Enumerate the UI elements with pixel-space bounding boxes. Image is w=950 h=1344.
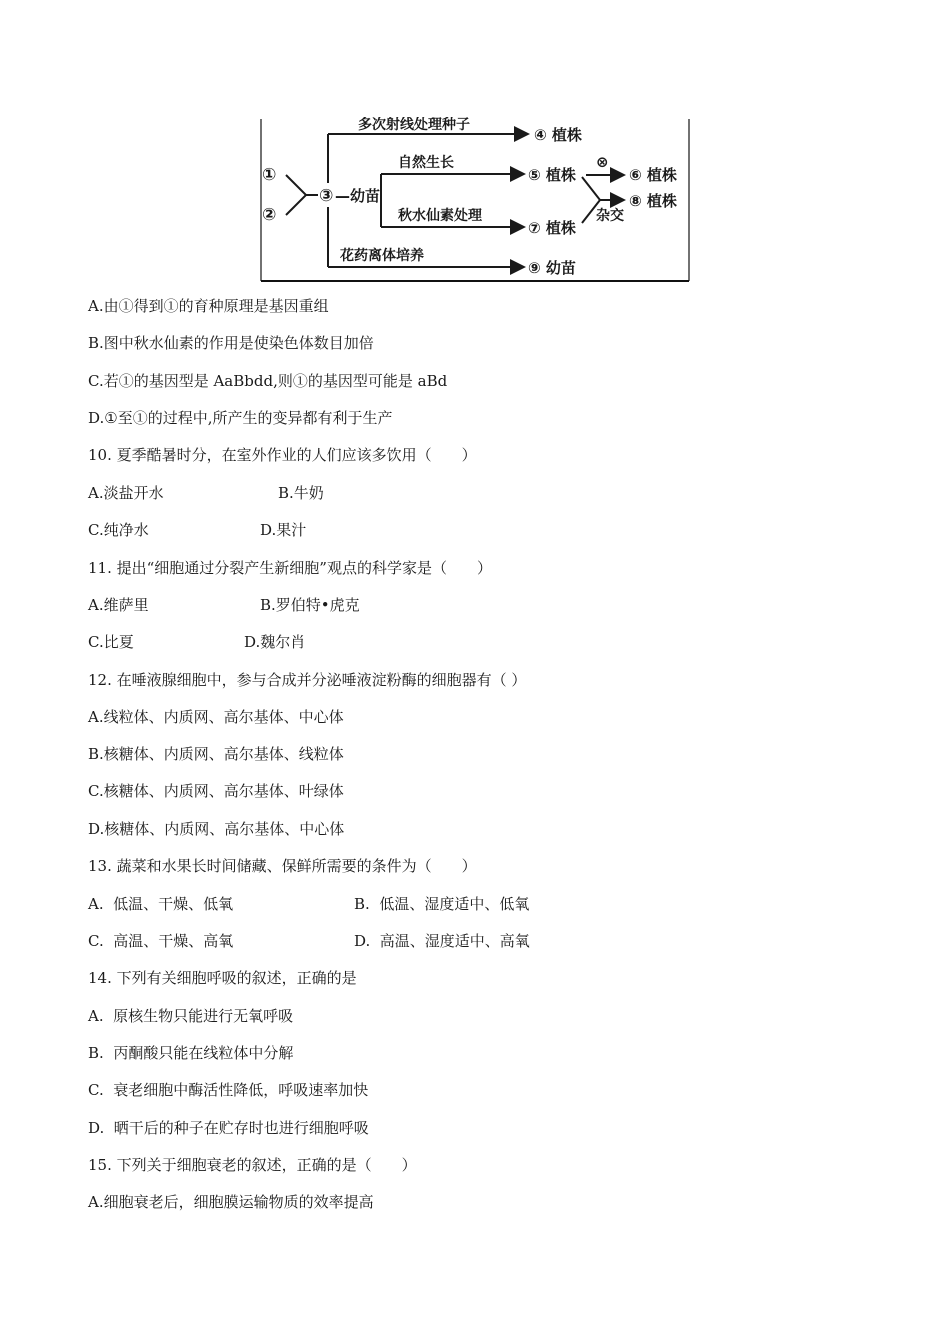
label-2: ② <box>262 205 277 225</box>
self-cross-symbol: ⊗ <box>596 153 609 171</box>
q10-option-c: C.纯净水 <box>88 521 149 539</box>
q9-option-a: A.由①得到①的育种原理是基因重组 <box>88 297 329 315</box>
q9-option-d: D.①至①的过程中,所产生的变异都有利于生产 <box>88 409 393 427</box>
q11-option-a: A.维萨里 <box>88 596 149 614</box>
q12-option-a: A.线粒体、内质网、高尔基体、中心体 <box>88 708 344 726</box>
q12-stem: 12. 在唾液腺细胞中，参与合成并分泌唾液淀粉酶的细胞器有（ ） <box>88 671 527 689</box>
q11-option-d: D.魏尔肖 <box>244 633 306 651</box>
q14-option-b: B. 丙酮酸只能在线粒体中分解 <box>88 1044 294 1062</box>
seedling-label: —幼苗 <box>335 187 381 205</box>
q9-option-c: C.若①的基因型是 AaBbdd,则①的基因型可能是 aBd <box>88 372 448 390</box>
q12-option-b: B.核糖体、内质网、高尔基体、线粒体 <box>88 745 344 763</box>
q11-option-b: B.罗伯特•虎克 <box>260 596 360 614</box>
q14-stem: 14. 下列有关细胞呼吸的叙述，正确的是 <box>88 969 357 987</box>
q15-stem: 15. 下列关于细胞衰老的叙述，正确的是（ ） <box>88 1156 417 1174</box>
result-plant-6: ⑥ 植株 <box>629 166 677 184</box>
result-plant-5: ⑤ 植株 <box>528 166 576 184</box>
q11-option-c: C.比夏 <box>88 633 134 651</box>
q11-stem: 11. 提出“细胞通过分裂产生新细胞”观点的科学家是（ ） <box>88 559 492 577</box>
q13-option-c: C. 高温、干燥、高氧 <box>88 932 234 950</box>
q13-stem: 13. 蔬菜和水果长时间储藏、保鲜所需要的条件为（ ） <box>88 857 477 875</box>
q13-option-b: B. 低温、湿度适中、低氧 <box>354 895 530 913</box>
q13-option-a: A. 低温、干燥、低氧 <box>88 895 234 913</box>
q13-option-d: D. 高温、湿度适中、高氧 <box>354 932 530 950</box>
breeding-flowchart <box>260 117 690 283</box>
q10-option-b: B.牛奶 <box>278 484 324 502</box>
breeding-diagram <box>260 117 690 283</box>
q14-option-c: C. 衰老细胞中酶活性降低，呼吸速率加快 <box>88 1081 369 1099</box>
branch-radiation-label: 多次射线处理种子 <box>358 117 470 133</box>
q12-option-d: D.核糖体、内质网、高尔基体、中心体 <box>88 820 345 838</box>
q14-option-a: A. 原核生物只能进行无氧呼吸 <box>88 1007 294 1025</box>
branch-colchicine-label: 秋水仙素处理 <box>398 208 482 224</box>
q15-option-a: A.细胞衰老后，细胞膜运输物质的效率提高 <box>88 1193 374 1211</box>
branch-natural-label: 自然生长 <box>398 155 454 171</box>
merge-bracket <box>286 175 306 215</box>
q9-option-b: B.图中秋水仙素的作用是使染色体数目加倍 <box>88 334 374 352</box>
result-plant-7: ⑦ 植株 <box>528 219 576 237</box>
result-plant-8: ⑧ 植株 <box>629 192 677 210</box>
result-plant-4: ④ 植株 <box>534 126 582 144</box>
q10-stem: 10. 夏季酷暑时分，在室外作业的人们应该多饮用（ ） <box>88 446 477 464</box>
q10-option-d: D.果汁 <box>260 521 307 539</box>
q10-option-a: A.淡盐开水 <box>88 484 164 502</box>
label-1: ① <box>262 165 277 185</box>
cross-label: 杂交 <box>596 208 624 224</box>
q14-option-d: D. 晒干后的种子在贮存时也进行细胞呼吸 <box>88 1119 369 1137</box>
branch-anther-label: 花药离体培养 <box>340 248 424 264</box>
q12-option-c: C.核糖体、内质网、高尔基体、叶绿体 <box>88 782 344 800</box>
label-3: ③ <box>319 186 334 206</box>
result-seedling-9: ⑨ 幼苗 <box>528 259 576 277</box>
